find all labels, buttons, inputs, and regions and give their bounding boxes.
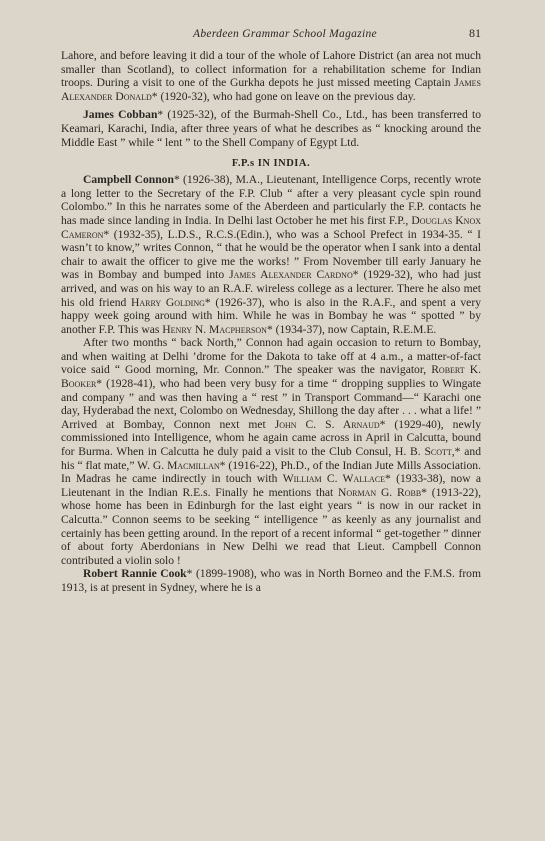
person-name: Macmillan bbox=[167, 458, 220, 472]
paragraph-text: * (1926-37), who is also in the R.A.F., and spent a very happy week going around with him. While he was in Bombay he was “ spotted ” by another F.P. This was bbox=[61, 295, 481, 336]
person-name: James Alexander Donald bbox=[61, 76, 481, 103]
person-name: Robert K. Booker bbox=[61, 363, 481, 391]
page-header bbox=[61, 26, 481, 41]
paragraph-text: * (1899-1908), who was in North Borneo and the F.M.S. from 1913, is at present in Sydney, where he is a bbox=[61, 567, 481, 594]
person-name: Campbell Connon bbox=[83, 173, 174, 187]
paragraph-text: ,* and his “ flat mate,” W. G. bbox=[61, 445, 481, 472]
person-name: James Alexander Cardno bbox=[229, 268, 353, 282]
paragraph-text: * (1929-40), newly commissioned into Intelligence, whom he again came across in April in Calcutta, bound for Burma. When in Calcutta he duly paid a visit to the Club Consul, H. B. bbox=[61, 417, 481, 459]
paragraph-text: * (1933-38), now a Lieutenant in the Indian R.E.s. Finally he mentions that bbox=[61, 472, 481, 499]
person-name: Henry N. Macpherson bbox=[162, 322, 267, 336]
person-name: Harry Golding bbox=[131, 295, 205, 309]
person-name: Robert Rannie Cook bbox=[83, 567, 187, 581]
paragraph-text: * (1920-32), who had gone on leave on the previous day. bbox=[151, 89, 416, 103]
person-name: William C. Wallace bbox=[282, 472, 386, 486]
section-heading: F.P.s IN INDIA. bbox=[231, 158, 311, 170]
paragraph-text: * (1932-35), L.D.S., R.C.S.(Edin.), who was a School Prefect in 1934-35. “ I wasn’t to know,” writes Connon, “ that he would be the operator when I sank into a dental chair to await the officer to give me the works! ” From November till early January he was in Bombay and bumped into bbox=[61, 227, 481, 282]
person-name: James Cobban bbox=[83, 108, 158, 122]
paragraph-text: * (1928-41), who had been very busy for a time “ dropping supplies to Wingate and company ” and was then having a “ rest ” in Transport Command—“ Karachi one day, Hyderabad the next, Colombo on Wednesday, Shillong the day after . . . what a life! ” Arrived at Bombay, Connon next met bbox=[61, 377, 481, 431]
paragraph-text: * (1934-37), now Captain, R.E.M.E. bbox=[266, 322, 437, 336]
paragraph-lahore bbox=[61, 49, 481, 103]
paragraph-text: * (1929-32), who had just arrived, and was on his way to an R.A.F. wireless college as a lecturer. There he also met his old friend bbox=[61, 268, 481, 309]
paragraph-text: Lahore, and before leaving it did a tour of the whole of Lahore District (an area not much smaller than Scotland), to collect information for a rehabilitation scheme for Indian troops. During a visit to one of the Gurkha depots he just missed meeting Captain bbox=[61, 49, 481, 90]
running-title: Aberdeen Grammar School Magazine bbox=[193, 28, 377, 40]
paragraph-text: After two months “ back North,” Connon had again occasion to return to Bombay, and when waiting at Delhi ’drome for the Dakota to take off at 4 a.m., a matter-of-fact voice said “ Good morning, Mr. Connon.” The speaker was the navigator, bbox=[61, 336, 481, 377]
paragraph-bombay bbox=[61, 336, 481, 567]
paragraph-cobban bbox=[61, 108, 481, 149]
paragraph-text: * (1926-38), M.A., Lieutenant, Intelligence Corps, recently wrote a long letter to the Secretary of the F.P. Club “ after a very pleasant cycle spin round Colombo.” In this he narrates some of the Aberdeen and particularly the F.P. contacts he has made since landing in India. In Delhi last October he met his first F.P., bbox=[61, 173, 481, 227]
person-name: Norman G. Robb bbox=[338, 485, 422, 499]
page-number: 81 bbox=[469, 26, 481, 40]
paragraph-text: * (1925-32), of the Burmah-Shell Co., Ltd., has been transferred to Keamari, Karachi, India, after three years of what he describes as “ knocking around the Middle East ” while “ lent ” to the Shell Company of Egypt Ltd. bbox=[61, 108, 481, 149]
paragraph-text: * (1913-22), whose home has been in Edinburgh for the last eight years “ is now in our racket in Calcutta.” Connon seems to be seeking “ intelligence ” as keenly as any journalist and certainly has been getting around. In the report of a recent informal “ get-together ” dinner of about forty Aberdonians in New Delhi we read that Lieut. Campbell Connon contributed a violin solo ! bbox=[61, 485, 482, 567]
person-name: Douglas Knox Cameron bbox=[61, 213, 482, 241]
person-name: Scott bbox=[424, 445, 452, 459]
paragraph-connon bbox=[61, 173, 481, 336]
paragraph-cook bbox=[61, 567, 481, 594]
paragraph-text: * (1916-22), Ph.D., of the Indian Jute Mills Association. In Madras he came indirectly in touch with bbox=[61, 458, 481, 486]
person-name: John C. S. Arnaud bbox=[274, 417, 380, 431]
